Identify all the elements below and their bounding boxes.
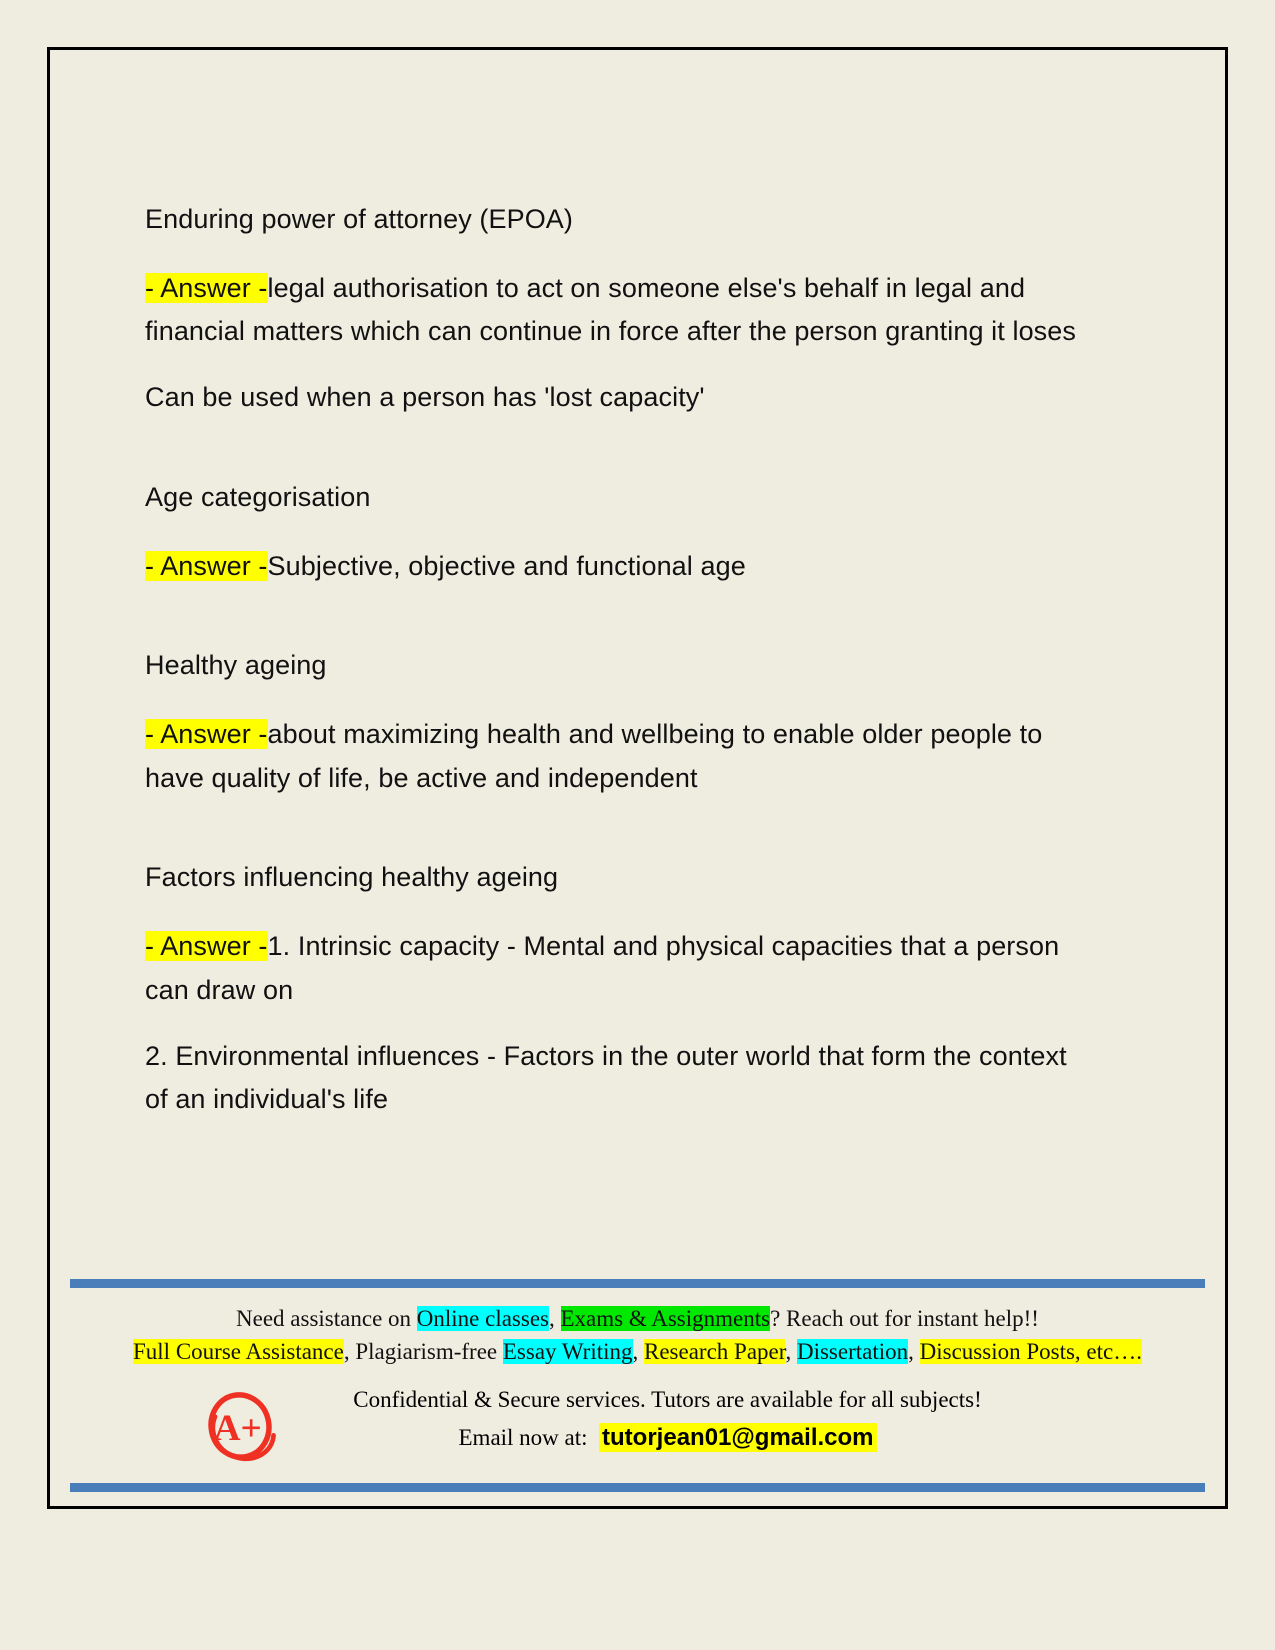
footer-text-mid: , (549, 1306, 561, 1332)
note-answer (145, 925, 1095, 1012)
note-answer (145, 545, 1095, 589)
footer-line-email (130, 1420, 1205, 1456)
answer-text: 1. Intrinsic capacity - Mental and physical capacities that a person can draw on (145, 931, 1060, 1005)
note-prompt: Age categorisation (145, 481, 371, 512)
answer-text: about maximizing health and wellbeing to enable older people to have quality of life, be active and independent (145, 718, 1043, 793)
footer-promo-lines (70, 1304, 1205, 1367)
promo-footer (70, 1279, 1205, 1492)
document-page (47, 47, 1228, 1509)
footer-tag-exams-assignments: Exams & Assignments (560, 1306, 771, 1332)
footer-text-pre: Need assistance on (236, 1306, 417, 1332)
note-block (145, 198, 1095, 420)
answer-label: - Answer - (145, 550, 268, 581)
note-block (145, 476, 1095, 588)
note-prompt: Enduring power of attorney (EPOA) (145, 204, 574, 234)
email-label: Email now at: (458, 1425, 588, 1451)
footer-divider-top (70, 1279, 1205, 1288)
note-block (145, 856, 1095, 1122)
note-prompt: Factors influencing healthy ageing (145, 862, 559, 893)
footer-tag-research-paper: Research Paper (644, 1338, 786, 1364)
footer-contact-row (70, 1383, 1205, 1469)
footer-tag-dissertation: Dissertation (796, 1338, 909, 1364)
svg-text:A+: A+ (213, 1408, 262, 1450)
footer-line-services (70, 1304, 1205, 1334)
note-extra: 2. Environmental influences - Factors in the outer world that form the context of an individual's life (145, 1040, 1067, 1115)
answer-text: Subjective, objective and functional age (267, 550, 746, 581)
footer-tag-online-classes: Online classes (416, 1306, 549, 1332)
footer-line-confidential: Confidential & Secure services. Tutors are available for all subjects! (353, 1387, 982, 1412)
note-answer (145, 267, 1095, 354)
answer-label: - Answer - (145, 931, 268, 962)
answer-label: - Answer - (145, 718, 268, 749)
footer-tag-full-course-assistance: Full Course Assistance (133, 1338, 344, 1364)
footer-tag-essay-writing: Essay Writing (502, 1338, 633, 1364)
footer-divider-bottom (70, 1483, 1205, 1492)
footer-text-post: ? Reach out for instant help!! (770, 1306, 1039, 1332)
a-plus-logo-icon (201, 1387, 279, 1465)
footer-text-seg2: , (632, 1338, 644, 1364)
answer-text: legal authorisation to act on someone else's behalf in legal and financial matters which can continue in force after the person granting it loses (145, 272, 1076, 347)
email-address[interactable]: tutorjean01@gmail.com (599, 1423, 876, 1452)
note-prompt: Healthy ageing (145, 650, 327, 681)
notes-content (145, 198, 1095, 1178)
note-block (145, 644, 1095, 800)
footer-tag-discussion-posts: Discussion Posts, etc…. (919, 1338, 1142, 1364)
footer-line-offerings (70, 1336, 1205, 1367)
footer-text-seg1: , Plagiarism-free (343, 1338, 503, 1364)
note-extra: Can be used when a person has 'lost capacity' (145, 382, 705, 413)
note-answer (145, 713, 1095, 800)
answer-label: - Answer - (145, 272, 268, 303)
footer-text-seg3: , (785, 1338, 797, 1364)
footer-text-seg4: , (908, 1338, 920, 1364)
